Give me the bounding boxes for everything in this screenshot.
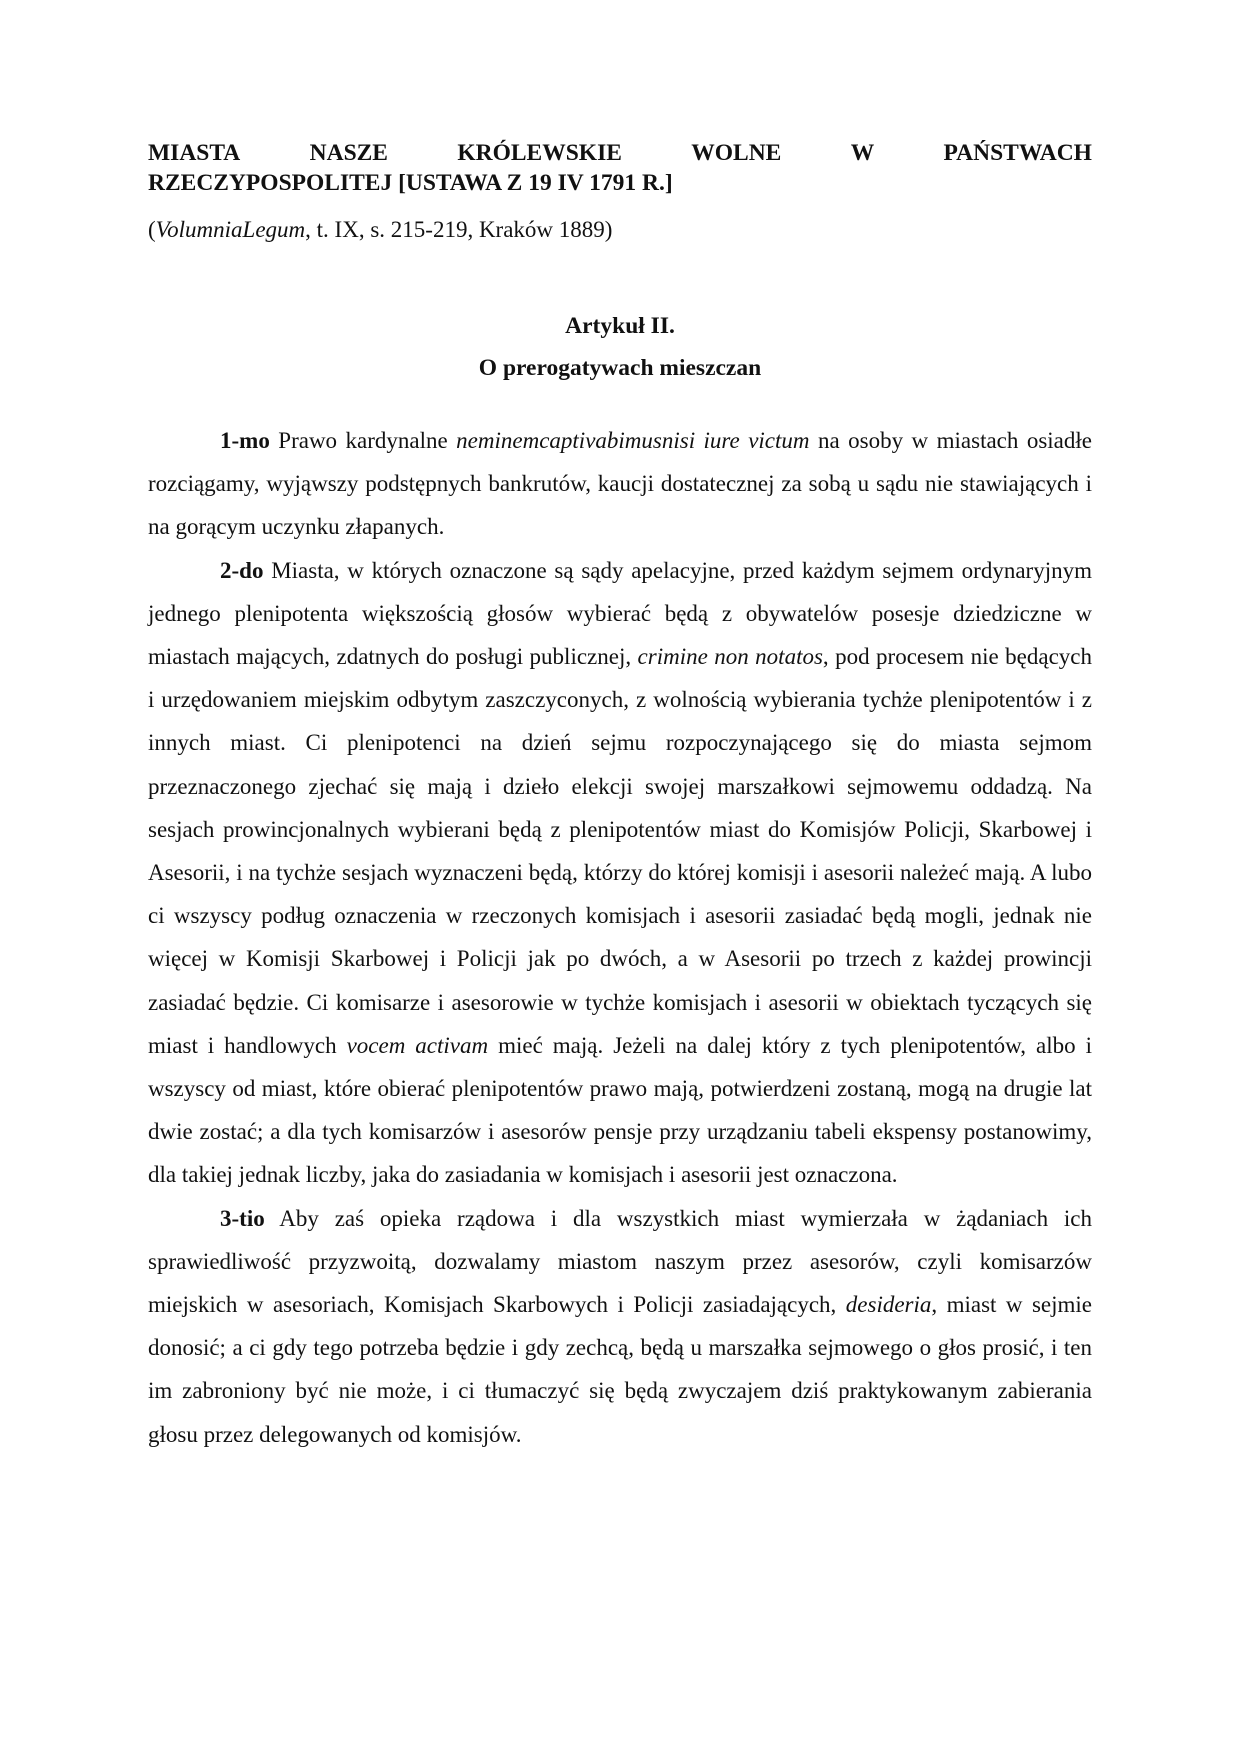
- source-work-title: VolumniaLegum: [155, 217, 306, 242]
- paragraph-text: Miasta, w których oznaczone są sądy apelacyjne, przed każdym sejmem ordynaryjnym jednego plenipotenta większością głosów wybierać będą z obywatelów posesje dziedziczne w miastach mających, zdatnych do posługi publicznej,: [148, 557, 1092, 670]
- title-word: MIASTA: [148, 140, 241, 166]
- paragraph-text: , miast w sejmie donosić; a ci gdy tego potrzeba będzie i gdy zechcą, będą u marszałka sejmowego o głos prosić, i ten im zabroniony być nie może, i ci tłumaczyć się będą zwyczajem dziś praktykowanym zabierania głosu przez delegowanych od komisjów.: [148, 1292, 1092, 1447]
- paragraph-2: [148, 549, 1092, 1197]
- paragraph-marker: 3-tio: [220, 1205, 265, 1231]
- title-word: NASZE: [309, 140, 388, 166]
- paragraph-text: na osoby w miastach osiadłe rozciągamy, wyjąwszy podstępnych bankrutów, kaucji dostatecznej za sobą u sądu nie stawiających i na gorącym uczynku złapanych.: [148, 428, 1092, 540]
- paragraph-text: , pod procesem nie będących i urzędowaniem miejskim odbytym zaszczyconych, z wolnością wybierania tychże plenipotentów i z innych miast. Ci plenipotenci na dzień sejmu rozpoczynającego się do miasta sejmom przeznaczonego zjechać się mają i dzieło elekcji swojej marszałkowi sejmowemu oddadzą. Na sesjach prowincjonalnych wybierani będą z plenipotentów miast do Komisjów Policji, Skarbowej i Asesorii, i na tychże sesjach wyznaczeni będą, którzy do której komisji i asesorii należeć mają. A lubo ci wszyscy podług oznaczenia w rzeczonych komisjach i asesorii zasiadać będą mogli, jednak nie więcej w Komisji Skarbowej i Policji jak po dwóch, a w Asesorii po trzech z każdej prowincji zasiadać będzie. Ci komisarze i asesorowie w tychże komisjach i asesorii w obiektach tyczących się miast i handlowych: [148, 644, 1092, 1058]
- title-word: PAŃSTWACH: [943, 140, 1092, 166]
- document-title-line-1: [148, 138, 1092, 168]
- source-citation: [148, 215, 1092, 245]
- paragraph-marker: 2-do: [220, 557, 264, 583]
- paragraph-marker: 1-mo: [220, 428, 270, 453]
- article-number: Artykuł II.: [565, 313, 675, 339]
- title-word: WOLNE: [691, 140, 782, 166]
- source-details: , t. IX, s. 215-219, Kraków 1889): [305, 217, 613, 242]
- latin-phrase: vocem activam: [346, 1032, 489, 1058]
- latin-phrase: crimine non notatos: [637, 644, 823, 670]
- source-open: (: [148, 217, 156, 242]
- document-page: [148, 138, 1092, 1456]
- title-word: KRÓLEWSKIE: [457, 140, 622, 166]
- paragraph-3: [148, 1197, 1092, 1456]
- article-heading: [148, 305, 1092, 389]
- article-body: [148, 419, 1092, 1456]
- paragraph-text: mieć mają. Jeżeli na dalej który z tych plenipotentów, albo i wszyscy od miast, które obierać plenipotentów prawo mają, potwierdzeni zostaną, mogą na drugie lat dwie zostać; a dla tych komisarzów i asesorów pensje przy urządzaniu tabeli ekspensy postanowimy, dla takiej jednak liczby, jaka do zasiadania w komisjach i asesorii jest oznaczona.: [148, 1032, 1092, 1188]
- document-title-line-2: RZECZYPOSPOLITEJ [USTAWA Z 19 IV 1791 R.]: [148, 170, 673, 196]
- paragraph-text: Prawo kardynalne: [269, 428, 457, 453]
- article-title: O prerogatywach mieszczan: [478, 355, 762, 381]
- latin-phrase: neminemcaptivabimusnisi iure victum: [456, 428, 810, 453]
- title-word: W: [850, 140, 875, 166]
- paragraph-text: Aby zaś opieka rządowa i dla wszystkich miast wymierzała w żądaniach ich sprawiedliwość przyzwoitą, dozwalamy miastom naszym przez asesorów, czyli komisarzów miejskich w asesoriach, Komisjach Skarbowych i Policji zasiadających,: [148, 1205, 1092, 1318]
- paragraph-1: [148, 419, 1092, 549]
- latin-phrase: desideria: [845, 1292, 932, 1318]
- document-title: [148, 138, 1092, 198]
